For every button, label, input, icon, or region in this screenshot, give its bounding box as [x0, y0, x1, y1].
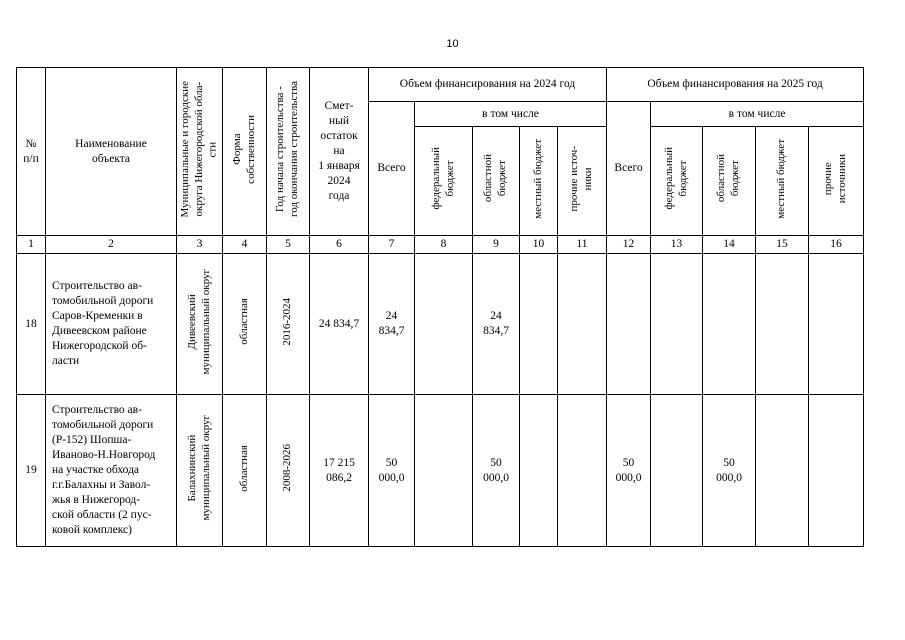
header-ownership-form: Форма собственности — [223, 68, 267, 236]
column-number: 4 — [223, 236, 267, 254]
header-financing-2025: Объем финансирования на 2025 год — [607, 68, 864, 102]
header-federal-2024: федеральный бюджет — [415, 127, 473, 236]
object-name: Строительство ав- томобильной дороги Саров-Кременки в Дивеевском районе Нижегородской об- ласти — [46, 254, 177, 395]
local-2025 — [756, 254, 809, 395]
column-number: 1 — [17, 236, 46, 254]
column-number: 6 — [310, 236, 369, 254]
table-row — [17, 395, 864, 547]
total-2025: 50 000,0 — [607, 395, 651, 547]
ownership-form: областная — [223, 254, 267, 395]
federal-2025 — [651, 254, 703, 395]
header-construction-years: Год начала строительства - год окончания строительства — [267, 68, 310, 236]
column-number: 10 — [520, 236, 558, 254]
ownership-form: областная — [223, 395, 267, 547]
regional-2025 — [703, 254, 756, 395]
header-regional-2024: областной бюджет — [473, 127, 520, 236]
other-2025 — [809, 254, 864, 395]
regional-2024: 24 834,7 — [473, 254, 520, 395]
local-2024 — [520, 395, 558, 547]
header-regional-2025: областной бюджет — [703, 127, 756, 236]
column-number: 9 — [473, 236, 520, 254]
page-number: 10 — [446, 38, 459, 50]
header-including-2025: в том числе — [651, 102, 864, 127]
total-2024: 50 000,0 — [369, 395, 415, 547]
regional-2025: 50 000,0 — [703, 395, 756, 547]
regional-2024: 50 000,0 — [473, 395, 520, 547]
financing-table — [16, 67, 864, 547]
header-total-2025: Всего — [607, 102, 651, 236]
row-num: 19 — [17, 395, 46, 547]
federal-2025 — [651, 395, 703, 547]
header-including-2024: в том числе — [415, 102, 607, 127]
header-other-2024: прочие источ- ники — [558, 127, 607, 236]
column-number: 5 — [267, 236, 310, 254]
column-number: 13 — [651, 236, 703, 254]
header-total-2024: Всего — [369, 102, 415, 236]
construction-years: 2008-2026 — [267, 395, 310, 547]
estimated-remainder: 24 834,7 — [310, 254, 369, 395]
column-number: 12 — [607, 236, 651, 254]
table-row — [17, 254, 864, 395]
municipal-district: Дивеевский муниципальный округ — [177, 254, 223, 395]
column-number-row — [17, 236, 864, 254]
municipal-district: Балахнинский муниципальный округ — [177, 395, 223, 547]
column-number: 16 — [809, 236, 864, 254]
header-federal-2025: федеральный бюджет — [651, 127, 703, 236]
column-number: 14 — [703, 236, 756, 254]
header-estimated-remainder: Смет- ный остаток на 1 января 2024 года — [310, 68, 369, 236]
column-number: 8 — [415, 236, 473, 254]
federal-2024 — [415, 395, 473, 547]
header-object-name: Наименование объекта — [46, 68, 177, 236]
local-2025 — [756, 395, 809, 547]
local-2024 — [520, 254, 558, 395]
total-2025 — [607, 254, 651, 395]
column-number: 15 — [756, 236, 809, 254]
column-number: 7 — [369, 236, 415, 254]
estimated-remainder: 17 215 086,2 — [310, 395, 369, 547]
header-num: № п/п — [17, 68, 46, 236]
header-municipal-district: Муниципальные и городские округа Нижегородской обла- сти — [177, 68, 223, 236]
row-num: 18 — [17, 254, 46, 395]
other-2024 — [558, 395, 607, 547]
federal-2024 — [415, 254, 473, 395]
header-other-2025: прочие источники — [809, 127, 864, 236]
object-name: Строительство ав- томобильной дороги (Р-152) Шопша- Иваново-Н.Новгород на участке обхода г.г.Балахны и Завол- жья в Нижегород- ской области (2 пус- ковой комплекс) — [46, 395, 177, 547]
total-2024: 24 834,7 — [369, 254, 415, 395]
header-local-2024: местный бюджет — [520, 127, 558, 236]
column-number: 11 — [558, 236, 607, 254]
other-2025 — [809, 395, 864, 547]
construction-years: 2016-2024 — [267, 254, 310, 395]
column-number: 2 — [46, 236, 177, 254]
other-2024 — [558, 254, 607, 395]
header-financing-2024: Объем финансирования на 2024 год — [369, 68, 607, 102]
column-number: 3 — [177, 236, 223, 254]
header-local-2025: местный бюджет — [756, 127, 809, 236]
